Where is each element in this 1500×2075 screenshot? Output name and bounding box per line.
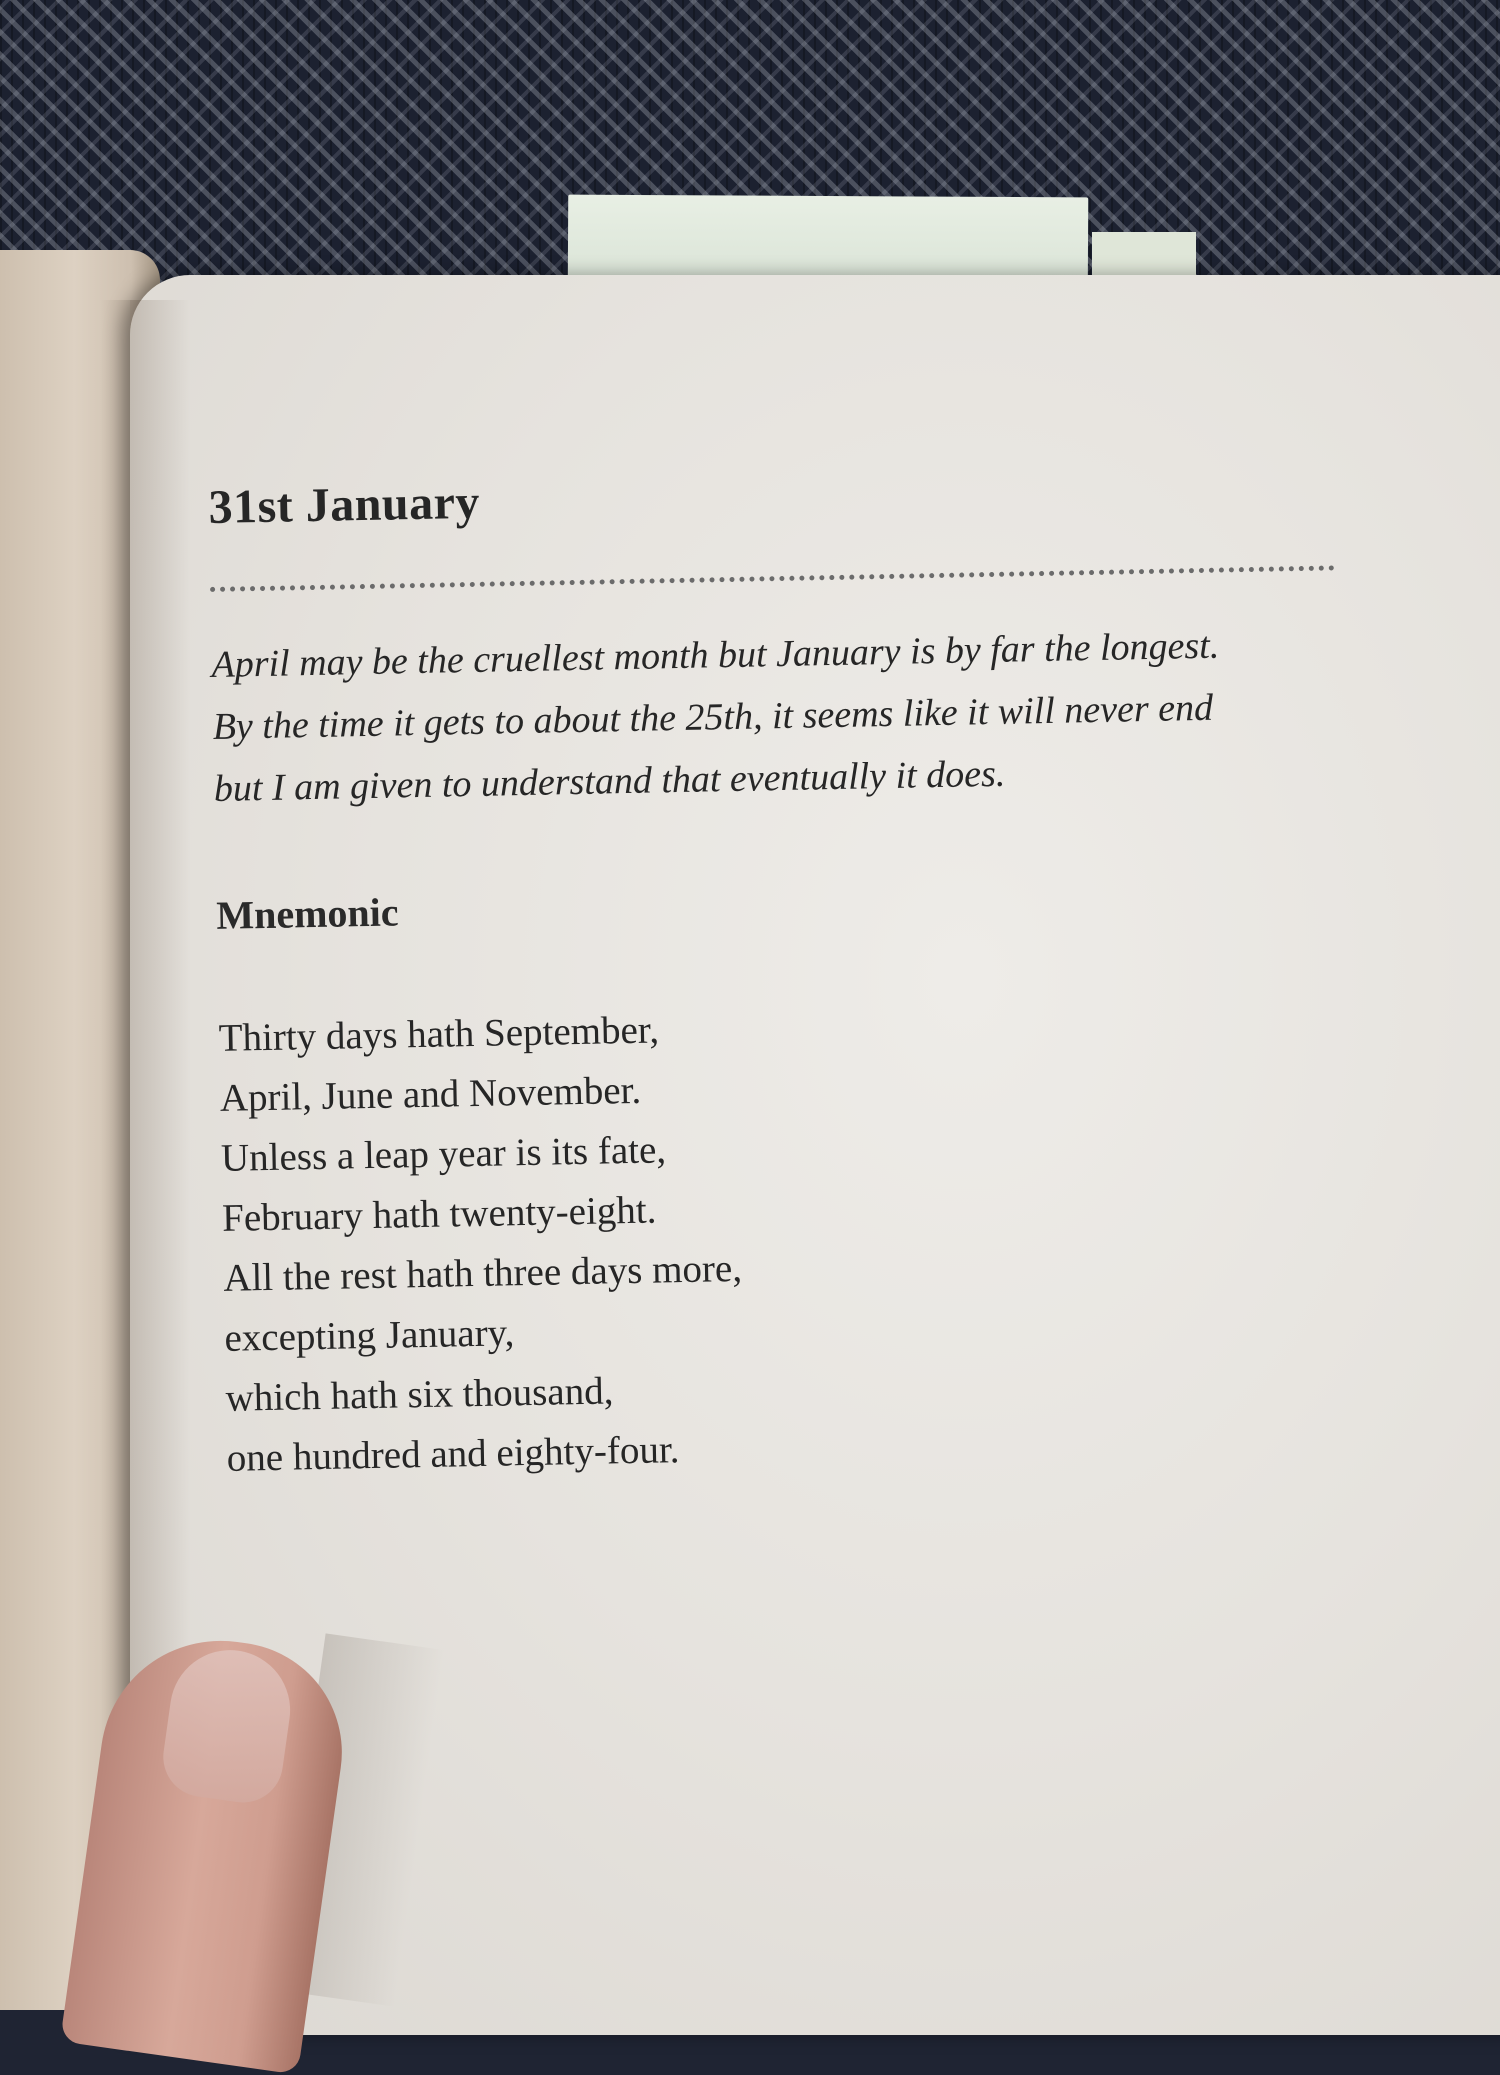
poem-line: excepting January, [224,1311,515,1360]
poem-line: which hath six thousand, [225,1369,614,1420]
page-content [208,458,1367,1489]
poem-line: April, June and November. [219,1068,642,1120]
intro-line: April may be the cruellest month but January is by far the longest. [211,624,1220,686]
intro-paragraph [211,612,1354,820]
poem-line: Unless a leap year is its fate, [220,1128,667,1180]
poem-line: February hath twenty-eight. [221,1188,657,1240]
dotted-divider [210,565,1335,592]
poem-body [218,987,1367,1489]
intro-line: By the time it gets to about the 25th, it seems like it will never end [212,686,1214,748]
entry-title: 31st January [208,475,481,534]
intro-line: but I am given to understand that eventually it does. [213,752,1006,810]
poem-line: All the rest hath three days more, [222,1246,743,1300]
poem-line: Thirty days hath September, [218,1008,660,1060]
poem-title: Mnemonic [215,889,399,938]
poem-line: one hundred and eighty-four. [226,1428,680,1480]
